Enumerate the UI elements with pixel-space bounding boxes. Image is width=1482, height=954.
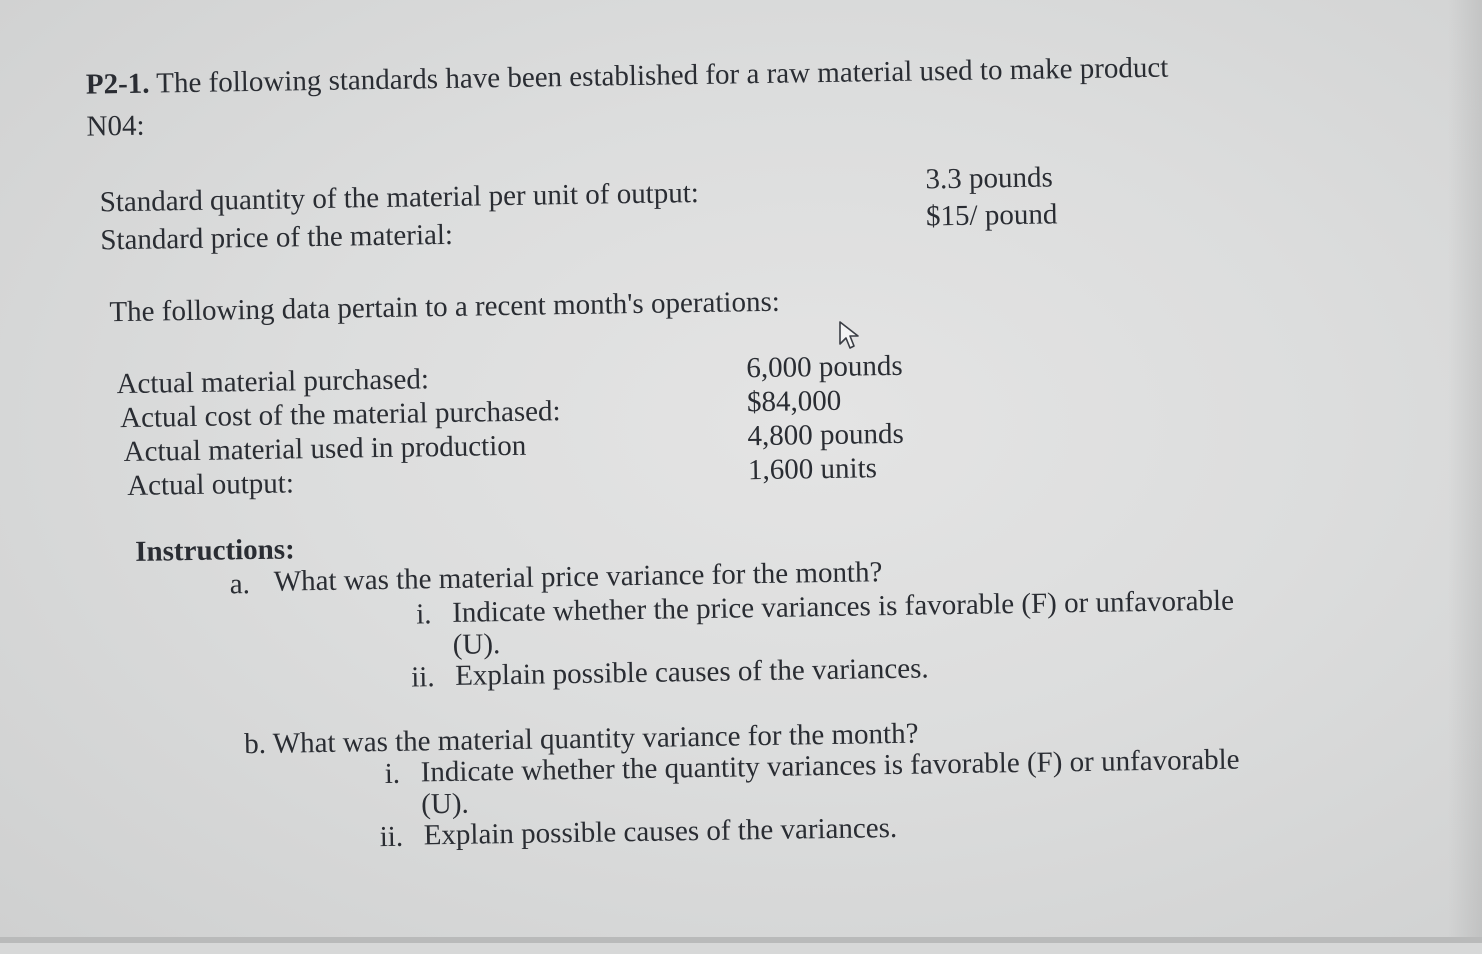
- problem-number: P2-1.: [85, 67, 150, 101]
- question-b: b. What was the material quantity variance for the month?: [243, 717, 919, 761]
- standard-value: $15/ pound: [925, 198, 1058, 233]
- actual-label: Actual material used in production: [123, 429, 527, 469]
- question-b-sub-i-marker: i.: [384, 757, 401, 790]
- problem-text: The following standards have been established for a raw material used to make product: [155, 51, 1169, 100]
- problem-statement-line-1: [86, 51, 1169, 102]
- actual-value: $84,000: [746, 384, 842, 419]
- mouse-pointer-icon: [838, 320, 864, 350]
- question-a-marker: a.: [229, 568, 251, 601]
- standard-label: Standard quantity of the material per unit of output:: [99, 176, 700, 219]
- question-b-sub-ii-marker: ii.: [379, 820, 404, 854]
- actual-label: Actual material purchased:: [116, 363, 430, 401]
- actual-label: Actual cost of the material purchased:: [119, 395, 561, 435]
- question-a-sub-i-marker: i.: [415, 598, 432, 631]
- instructions-heading: Instructions:: [134, 533, 295, 568]
- actual-label: Actual output:: [126, 467, 295, 502]
- question-b-sub-i-line-2: (U).: [420, 787, 469, 821]
- question-b-sub-i-line-1: Indicate whether the quantity variances is favorable (F) or unfavorable: [420, 743, 1240, 789]
- question-a-sub-ii-marker: ii.: [410, 661, 435, 694]
- actual-value: 6,000 pounds: [746, 349, 903, 385]
- standard-value: 3.3 pounds: [925, 161, 1053, 196]
- actual-value: 1,600 units: [747, 452, 878, 487]
- question-a-sub-i-line-2: (U).: [452, 628, 501, 661]
- data-intro: The following data pertain to a recent month's operations:: [109, 285, 781, 329]
- standard-label: Standard price of the material:: [100, 218, 454, 257]
- question-b-sub-ii: Explain possible causes of the variances.: [423, 811, 898, 852]
- question-a-sub-i-line-1: Indicate whether the price variances is favorable (F) or unfavorable: [451, 584, 1235, 629]
- problem-statement-line-2: N04:: [86, 109, 145, 143]
- question-a-sub-ii: Explain possible causes of the variances.: [454, 652, 929, 692]
- question-a: What was the material price variance for the month?: [273, 556, 883, 598]
- actual-value: 4,800 pounds: [747, 417, 905, 453]
